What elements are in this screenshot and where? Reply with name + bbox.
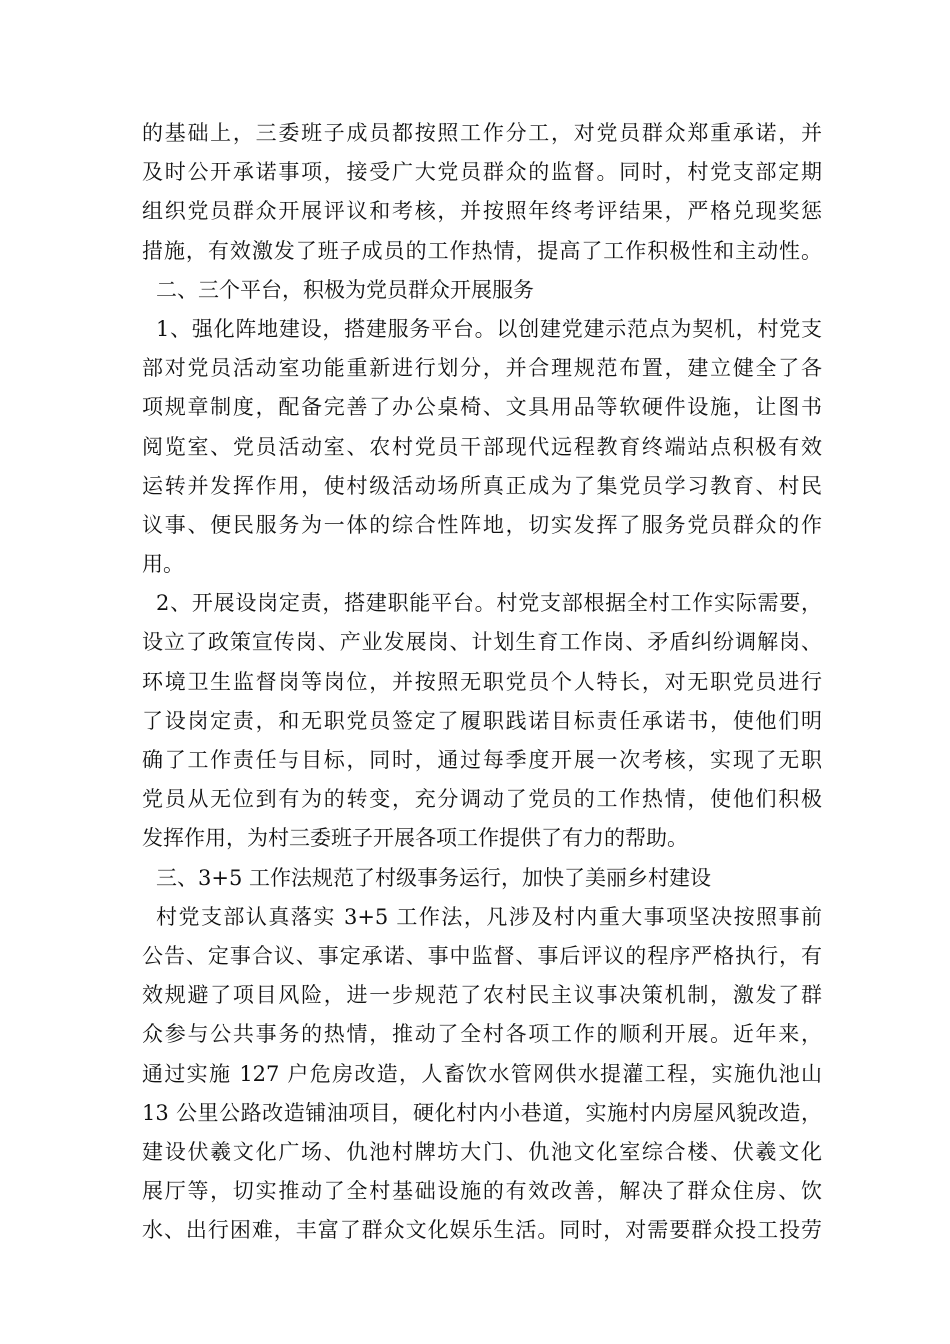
- paragraph-line: 众参与公共事务的热情，推动了全村各项工作的顺利开展。近年来，: [142, 1022, 822, 1047]
- paragraph-line: 项规章制度，配备完善了办公桌椅、文具用品等软硬件设施，让图书: [142, 395, 822, 420]
- section-heading: 三、3+5 工作法规范了村级事务运行，加快了美丽乡村建设: [156, 865, 711, 890]
- paragraph-line: 部对党员活动室功能重新进行划分，并合理规范布置，建立健全了各: [142, 356, 822, 381]
- section-heading: 二、三个平台，积极为党员群众开展服务: [156, 277, 534, 302]
- paragraph-line: 环境卫生监督岗等岗位，并按照无职党员个人特长，对无职党员进行: [142, 669, 822, 694]
- paragraph-line: 确了工作责任与目标，同时，通过每季度开展一次考核，实现了无职: [142, 748, 822, 772]
- paragraph-line: 议事、便民服务为一体的综合性阵地，切实发挥了服务党员群众的作: [142, 512, 822, 537]
- paragraph-line: 用。: [142, 552, 184, 577]
- paragraph-line: 1、强化阵地建设，搭建服务平台。以创建党建示范点为契机，村党支: [156, 316, 822, 341]
- paragraph-line: 组织党员群众开展评议和考核，并按照年终考评结果，严格兑现奖惩: [142, 199, 822, 224]
- paragraph-line: 13 公里公路改造铺油项目，硬化村内小巷道，实施村内房屋风貌改造，: [142, 1100, 822, 1125]
- paragraph-line: 阅览室、党员活动室、农村党员干部现代远程教育终端站点积极有效: [142, 434, 822, 459]
- paragraph-line: 发挥作用，为村三委班子开展各项工作提供了有力的帮助。: [142, 826, 688, 851]
- document-body: [142, 114, 822, 1250]
- paragraph-line: 措施，有效激发了班子成员的工作热情，提高了工作积极性和主动性。: [142, 238, 822, 263]
- paragraph-line: 了设岗定责，和无职党员签定了履职践诺目标责任承诺书，使他们明: [142, 708, 822, 733]
- paragraph-line: 展厅等，切实推动了全村基础设施的有效改善，解决了群众住房、饮: [142, 1179, 822, 1204]
- paragraph-line: 效规避了项目风险，进一步规范了农村民主议事决策机制，激发了群: [142, 983, 822, 1008]
- paragraph-line: 设立了政策宣传岗、产业发展岗、计划生育工作岗、矛盾纠纷调解岗、: [142, 630, 822, 655]
- paragraph-line: 的基础上，三委班子成员都按照工作分工，对党员群众郑重承诺，并: [142, 121, 822, 145]
- paragraph-line: 党员从无位到有为的转变，充分调动了党员的工作热情，使他们积极: [142, 787, 822, 812]
- paragraph-line: 运转并发挥作用，使村级活动场所真正成为了集党员学习教育、村民: [142, 473, 822, 498]
- paragraph-line: 通过实施 127 户危房改造，人畜饮水管网供水提灌工程，实施仇池山: [142, 1061, 822, 1086]
- paragraph-line: 水、出行困难，丰富了群众文化娱乐生活。同时，对需要群众投工投劳: [142, 1218, 822, 1243]
- paragraph-line: 2、开展设岗定责，搭建职能平台。村党支部根据全村工作实际需要，: [156, 591, 822, 616]
- paragraph-line: 及时公开承诺事项，接受广大党员群众的监督。同时，村党支部定期: [142, 160, 822, 185]
- paragraph-line: 公告、定事合议、事定承诺、事中监督、事后评议的程序严格执行，有: [142, 943, 822, 968]
- paragraph-line: 村党支部认真落实 3+5 工作法，凡涉及村内重大事项坚决按照事前: [156, 904, 822, 929]
- paragraph-line: 建设伏羲文化广场、仇池村牌坊大门、仇池文化室综合楼、伏羲文化: [142, 1139, 822, 1164]
